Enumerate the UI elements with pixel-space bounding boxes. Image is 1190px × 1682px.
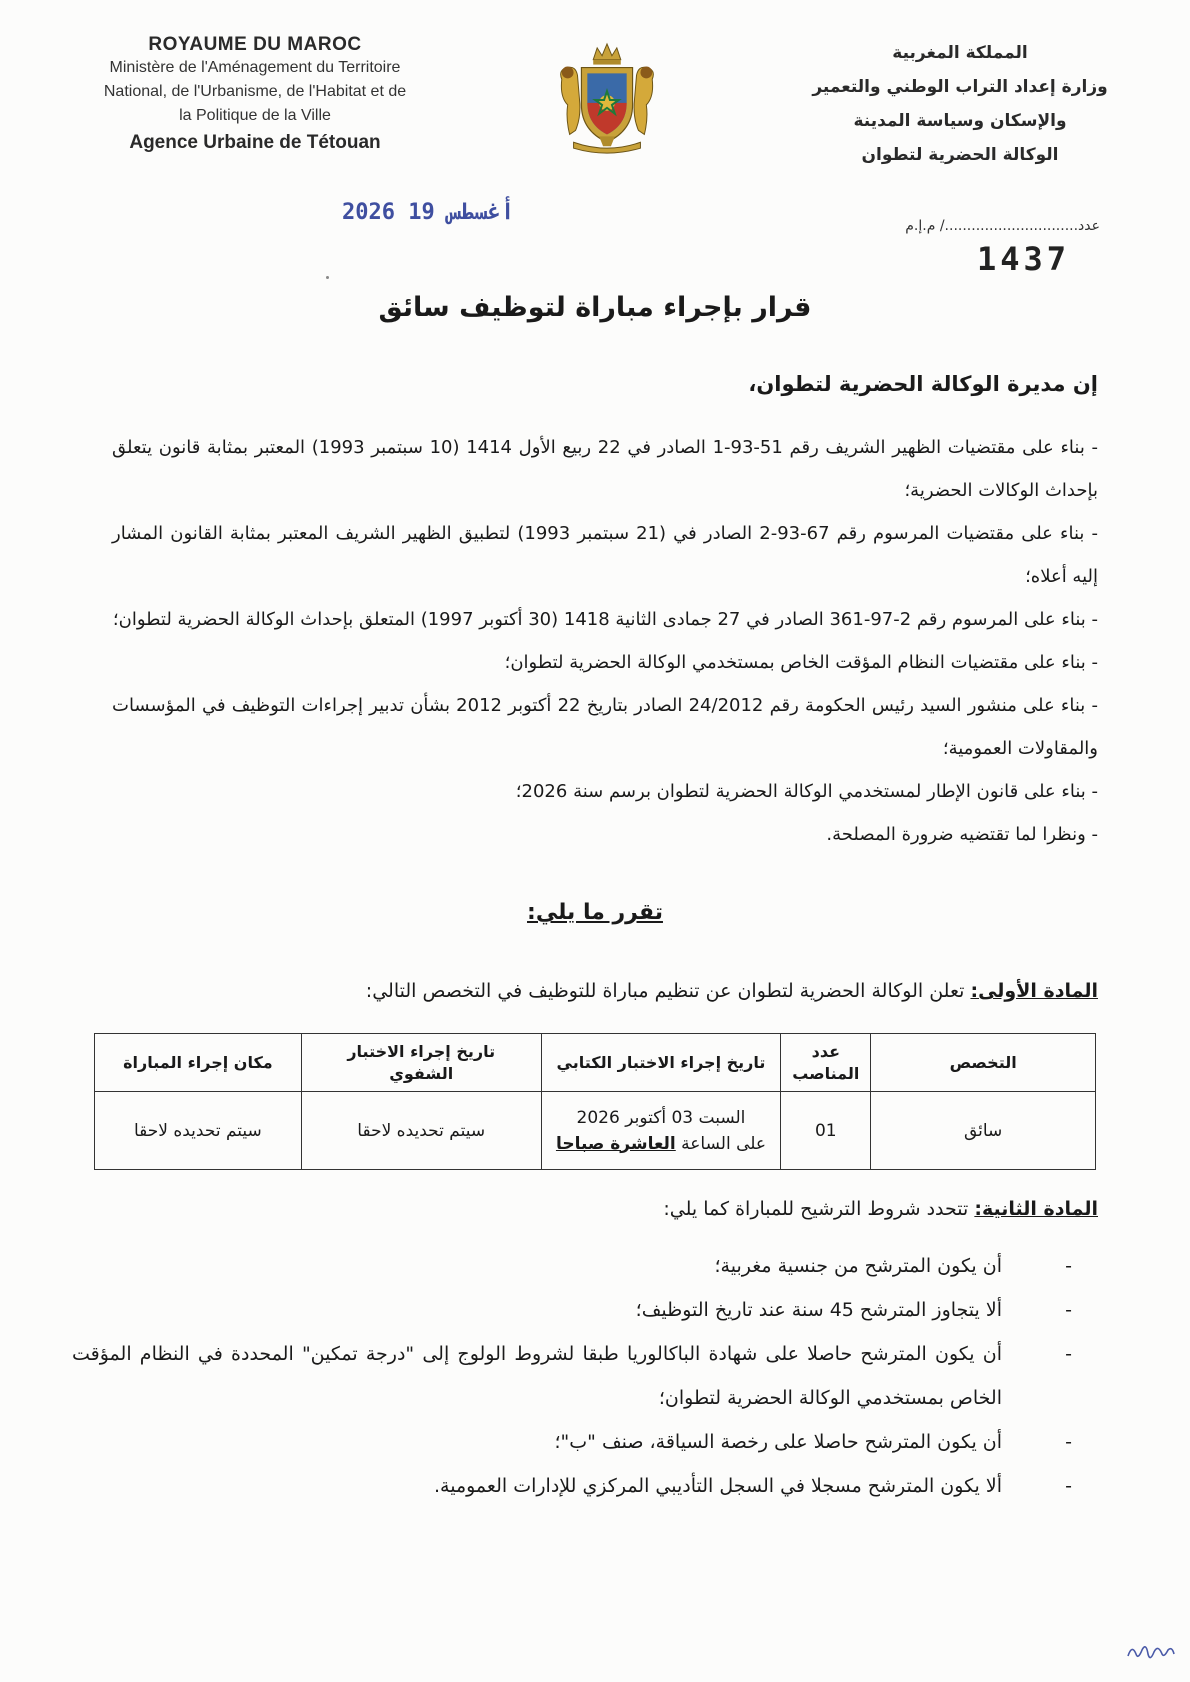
list-dash: - (1065, 1299, 1072, 1321)
header-oral-date (301, 1034, 541, 1092)
dot-mark (326, 276, 329, 279)
cell-specialty: سائق (871, 1092, 1096, 1170)
consideration-item: - بناء على منشور السيد رئيس الحكومة رقم 24/2012 الصادر بتاريخ 22 أكتوبر 2012 بشأن تدبير إجراءات التوظيف في المؤسسات والمقاولات العمومية؛ (112, 695, 1099, 759)
consideration-item: - ونظرا لما تقتضيه ضرورة المصلحة. (826, 824, 1098, 845)
article-1-text: تعلن الوكالة الحضرية لتطوان عن تنظيم مباراة للتوظيف في التخصص التالي: (365, 980, 971, 1002)
header-positions (781, 1034, 871, 1092)
condition-item (72, 1464, 1072, 1508)
decision-heading (0, 900, 1190, 925)
cell-location: سيتم تحديده لاحقا (95, 1092, 302, 1170)
ministry-line-1: Ministère de l'Aménagement du Territoire (109, 59, 401, 76)
decision-heading-text: تقرر ما يلي: (527, 900, 663, 925)
kingdom-title-ar: المملكة المغربية (892, 43, 1028, 63)
header-positions-text: عدد المناصب (792, 1041, 860, 1083)
condition-text: أن يكون المترشح من جنسية مغربية؛ (714, 1255, 1002, 1277)
condition-text: ألا يكون المترشح مسجلا في السجل التأديبي المركزي للإدارات العمومية. (433, 1475, 1002, 1497)
table-row (95, 1092, 1096, 1170)
header-arabic (810, 36, 1110, 172)
signature-icon (1124, 1636, 1178, 1666)
list-dash: - (1065, 1343, 1072, 1365)
condition-item (72, 1288, 1072, 1332)
cell-oral-date: سيتم تحديده لاحقا (301, 1092, 541, 1170)
conditions-list (72, 1244, 1072, 1508)
reference-number: 1437 (976, 240, 1070, 278)
director-line: إن مديرة الوكالة الحضرية لتطوان، (748, 372, 1098, 396)
moroccan-coat-of-arms-icon (548, 40, 666, 158)
list-dash: - (1065, 1475, 1072, 1497)
cell-positions: 01 (781, 1092, 871, 1170)
written-time-emphasis: العاشرة صباحا (555, 1133, 676, 1154)
date-stamp: 2026 أغسطس 19 (342, 200, 515, 225)
header-french (60, 34, 450, 154)
jobs-table (94, 1033, 1096, 1170)
document-title: قرار بإجراء مباراة لتوظيف سائق (378, 292, 812, 323)
header-oral-date-text: تاريخ إجراء الاختبار الشفوي (347, 1041, 496, 1083)
article-2 (98, 1198, 1098, 1220)
article-2-label: المادة الثانية: (974, 1198, 1098, 1220)
written-date-line-1: السبت 03 أكتوبر 2026 (576, 1107, 746, 1128)
consideration-item: - بناء على مقتضيات الظهير الشريف رقم 51-93-1 الصادر في 22 ربيع الأول 1414 (10 سبتمبر 1993) المعتبر بمثابة قانون يتعلق بإحداث الوكالات الحضرية؛ (112, 437, 1099, 501)
table-header-row (95, 1034, 1096, 1092)
kingdom-title-fr: ROYAUME DU MAROC (148, 34, 362, 55)
cell-written-date (541, 1092, 781, 1170)
list-dash: - (1065, 1431, 1072, 1453)
article-2-text: تتحدد شروط الترشيح للمباراة كما يلي: (663, 1198, 975, 1220)
written-time-prefix: على الساعة (675, 1133, 767, 1154)
header-specialty: التخصص (871, 1034, 1096, 1092)
header-written-date: تاريخ إجراء الاختبار الكتابي (541, 1034, 781, 1092)
consideration-item: - بناء على المرسوم رقم 2-97-361 الصادر في 27 جمادى الثانية 1418 (30 أكتوبر 1997) المتعلق بإحداث الوكالة الحضرية لتطوان؛ (112, 609, 1098, 630)
written-date-line-2 (542, 1131, 781, 1157)
header-location: مكان إجراء المباراة (95, 1034, 302, 1092)
article-1-label: المادة الأولى: (970, 980, 1098, 1002)
agency-name-ar: الوكالة الحضرية لتطوان (861, 145, 1059, 165)
condition-item (72, 1244, 1072, 1288)
condition-text: أن يكون المترشح حاصلا على شهادة الباكالوريا طبقا لشروط الولوج إلى "درجة تمكين" المحددة في النظام المؤقت الخاص بمستخدمي الوكالة الحضرية لتطوان؛ (72, 1343, 1002, 1409)
consideration-item: - بناء على قانون الإطار لمستخدمي الوكالة الحضرية لتطوان برسم سنة 2026؛ (515, 781, 1098, 802)
ministry-line-3: la Politique de la Ville (179, 107, 331, 124)
condition-item (72, 1332, 1072, 1420)
article-1 (98, 980, 1098, 1002)
consideration-item: - بناء على مقتضيات النظام المؤقت الخاص بمستخدمي الوكالة الحضرية لتطوان؛ (504, 652, 1098, 673)
agency-name-fr: Agence Urbaine de Tétouan (129, 132, 381, 153)
ministry-line-ar-2: والإسكان وسياسة المدينة (853, 111, 1067, 131)
reference-label: عدد............................../ م.إ.م (905, 218, 1100, 234)
ministry-line-ar-1: وزارة إعداد التراب الوطني والتعمير (812, 77, 1108, 97)
condition-text: أن يكون المترشح حاصلا على رخصة السياقة، صنف "ب"؛ (554, 1431, 1002, 1453)
list-dash: - (1065, 1255, 1072, 1277)
ministry-line-2: National, de l'Urbanisme, de l'Habitat et de (103, 83, 407, 100)
consideration-item: - بناء على مقتضيات المرسوم رقم 67-93-2 الصادر في (21 سبتمبر 1993) لتطبيق الظهير الشريف المعتبر بمثابة القانون المشار إليه أعلاه؛ (112, 523, 1098, 587)
condition-item (72, 1420, 1072, 1464)
considerations-list (112, 426, 1098, 856)
condition-text: ألا يتجاوز المترشح 45 سنة عند تاريخ التوظيف؛ (635, 1299, 1002, 1321)
